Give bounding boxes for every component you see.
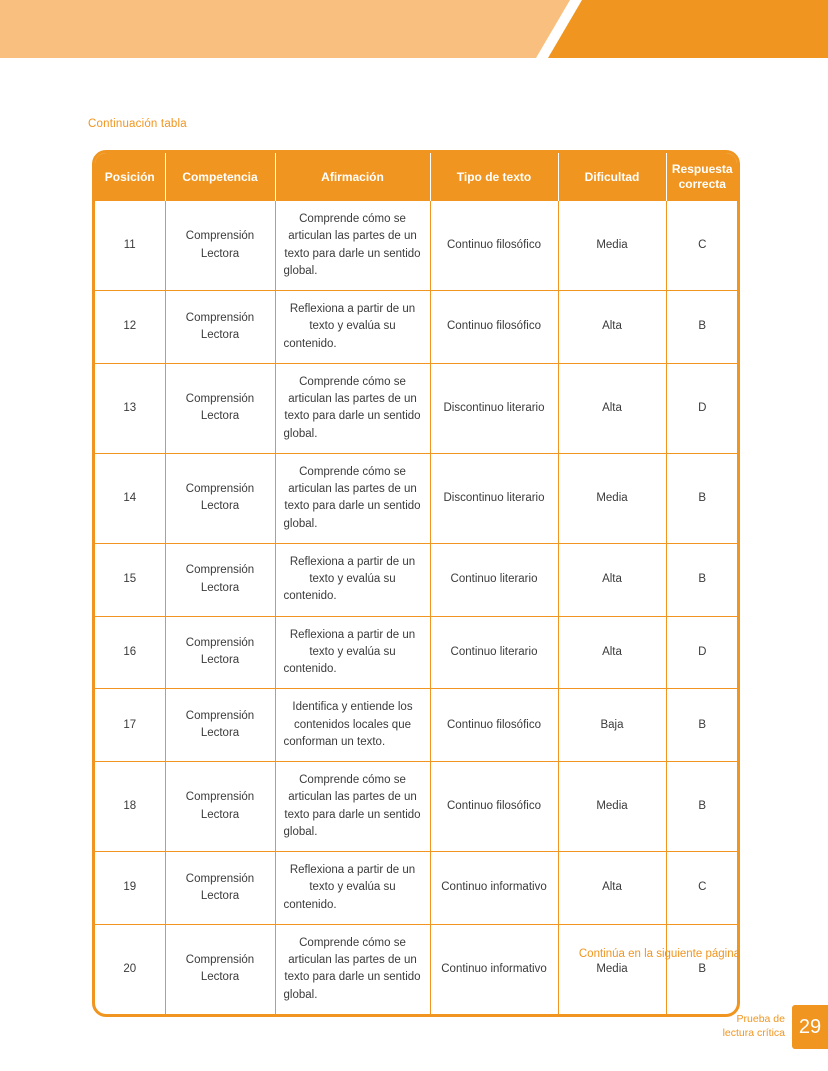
table-row bbox=[95, 924, 738, 1014]
table-row bbox=[95, 363, 738, 453]
cell-respuesta: D bbox=[666, 363, 738, 453]
cell-competencia: Comprensión Lectora bbox=[165, 291, 275, 364]
cell-dificultad: Baja bbox=[558, 689, 666, 762]
cell-tipo-texto: Continuo filosófico bbox=[430, 762, 558, 852]
table-row bbox=[95, 852, 738, 925]
cell-afirmacion: Comprende cómo se articulan las partes de un texto para darle un sentido global. bbox=[275, 453, 430, 543]
cell-dificultad: Alta bbox=[558, 543, 666, 616]
cell-tipo-texto: Continuo informativo bbox=[430, 924, 558, 1014]
cell-dificultad: Media bbox=[558, 453, 666, 543]
table-body bbox=[95, 201, 738, 1014]
cell-respuesta: C bbox=[666, 852, 738, 925]
specification-table bbox=[92, 150, 740, 1017]
column-header-dificultad: Dificultad bbox=[558, 153, 666, 201]
cell-respuesta: B bbox=[666, 543, 738, 616]
column-header-posicion: Posición bbox=[95, 153, 165, 201]
cell-posicion: 13 bbox=[95, 363, 165, 453]
cell-competencia: Comprensión Lectora bbox=[165, 201, 275, 291]
footer-section-line1: Prueba de bbox=[736, 1013, 785, 1026]
cell-respuesta: B bbox=[666, 291, 738, 364]
column-header-respuesta-correcta: Respuesta correcta bbox=[666, 153, 738, 201]
cell-tipo-texto: Continuo filosófico bbox=[430, 689, 558, 762]
cell-competencia: Comprensión Lectora bbox=[165, 852, 275, 925]
cell-afirmacion: Reflexiona a partir de un texto y evalúa su contenido. bbox=[275, 543, 430, 616]
cell-afirmacion: Comprende cómo se articulan las partes de un texto para darle un sentido global. bbox=[275, 762, 430, 852]
table-row bbox=[95, 689, 738, 762]
cell-afirmacion: Comprende cómo se articulan las partes de un texto para darle un sentido global. bbox=[275, 363, 430, 453]
cell-tipo-texto: Continuo literario bbox=[430, 616, 558, 689]
table-row bbox=[95, 291, 738, 364]
footer-section-line2: lectura crítica bbox=[722, 1027, 785, 1039]
cell-competencia: Comprensión Lectora bbox=[165, 762, 275, 852]
column-header-tipo-de-texto: Tipo de texto bbox=[430, 153, 558, 201]
cell-respuesta: B bbox=[666, 453, 738, 543]
footer-section-label bbox=[723, 1013, 792, 1040]
cell-posicion: 16 bbox=[95, 616, 165, 689]
cell-competencia: Comprensión Lectora bbox=[165, 616, 275, 689]
cell-dificultad: Media bbox=[558, 762, 666, 852]
cell-dificultad: Alta bbox=[558, 291, 666, 364]
table-header-row bbox=[95, 153, 738, 201]
cell-posicion: 20 bbox=[95, 924, 165, 1014]
cell-posicion: 15 bbox=[95, 543, 165, 616]
cell-respuesta: D bbox=[666, 616, 738, 689]
cell-afirmacion: Comprende cómo se articulan las partes de un texto para darle un sentido global. bbox=[275, 924, 430, 1014]
table-row bbox=[95, 543, 738, 616]
cell-respuesta: B bbox=[666, 762, 738, 852]
table-row bbox=[95, 762, 738, 852]
table-row bbox=[95, 453, 738, 543]
continues-note: Continúa en la siguiente página bbox=[578, 948, 740, 960]
table-row bbox=[95, 201, 738, 291]
cell-dificultad: Alta bbox=[558, 616, 666, 689]
cell-dificultad: Media bbox=[558, 201, 666, 291]
cell-tipo-texto: Continuo literario bbox=[430, 543, 558, 616]
cell-posicion: 14 bbox=[95, 453, 165, 543]
cell-dificultad: Alta bbox=[558, 363, 666, 453]
cell-posicion: 17 bbox=[95, 689, 165, 762]
cell-dificultad: Media bbox=[558, 924, 666, 1014]
column-header-afirmacion: Afirmación bbox=[275, 153, 430, 201]
cell-dificultad: Alta bbox=[558, 852, 666, 925]
cell-posicion: 11 bbox=[95, 201, 165, 291]
cell-tipo-texto: Continuo filosófico bbox=[430, 291, 558, 364]
cell-afirmacion: Reflexiona a partir de un texto y evalúa su contenido. bbox=[275, 291, 430, 364]
cell-respuesta: B bbox=[666, 689, 738, 762]
cell-afirmacion: Reflexiona a partir de un texto y evalúa su contenido. bbox=[275, 852, 430, 925]
page-number: 29 bbox=[792, 1005, 828, 1049]
cell-competencia: Comprensión Lectora bbox=[165, 453, 275, 543]
cell-respuesta: B bbox=[666, 924, 738, 1014]
cell-competencia: Comprensión Lectora bbox=[165, 689, 275, 762]
table-row bbox=[95, 616, 738, 689]
cell-competencia: Comprensión Lectora bbox=[165, 924, 275, 1014]
top-banner-accent bbox=[546, 0, 828, 58]
cell-tipo-texto: Continuo informativo bbox=[430, 852, 558, 925]
cell-competencia: Comprensión Lectora bbox=[165, 363, 275, 453]
continuation-label: Continuación tabla bbox=[88, 118, 187, 130]
cell-afirmacion: Reflexiona a partir de un texto y evalúa su contenido. bbox=[275, 616, 430, 689]
column-header-competencia: Competencia bbox=[165, 153, 275, 201]
cell-posicion: 12 bbox=[95, 291, 165, 364]
cell-posicion: 18 bbox=[95, 762, 165, 852]
cell-afirmacion: Comprende cómo se articulan las partes de un texto para darle un sentido global. bbox=[275, 201, 430, 291]
cell-tipo-texto: Discontinuo literario bbox=[430, 453, 558, 543]
cell-tipo-texto: Discontinuo literario bbox=[430, 363, 558, 453]
cell-afirmacion: Identifica y entiende los contenidos locales que conforman un texto. bbox=[275, 689, 430, 762]
top-banner bbox=[0, 0, 828, 58]
cell-competencia: Comprensión Lectora bbox=[165, 543, 275, 616]
page-footer bbox=[723, 1005, 828, 1049]
cell-posicion: 19 bbox=[95, 852, 165, 925]
cell-tipo-texto: Continuo filosófico bbox=[430, 201, 558, 291]
cell-respuesta: C bbox=[698, 238, 707, 251]
